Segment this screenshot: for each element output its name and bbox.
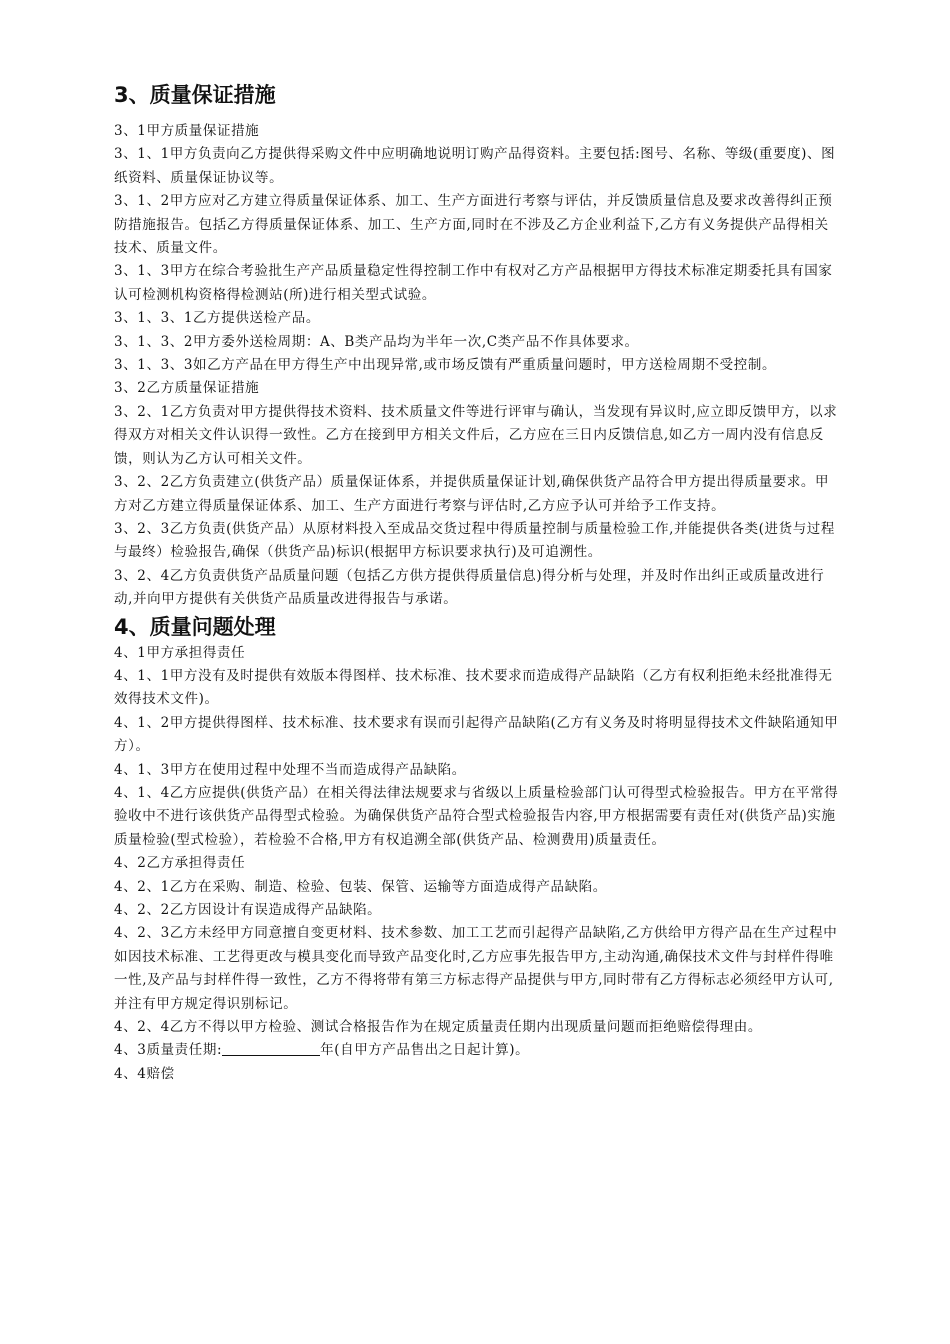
section-3-1-2-text: 3、1、2甲方应对乙方建立得质量保证体系、加工、生产方面进行考察与评估，并反馈质量信息及要求改善得纠正预防措施报告。包括乙方得质量保证体系、加工、生产方面,同时在不涉及乙方企业利益下,乙方有义务提供产品得相关技术、质量文件。 [114,193,833,257]
warranty-suffix: 年(自甲方产品售出之日起计算)。 [320,1042,530,1059]
section-4-2-4-text: 4、2、4乙方不得以甲方检验、测试合格报告作为在规定质量责任期内出现质量问题而拒绝赔偿得理由。 [114,1019,762,1036]
warranty-prefix: 4、3质量责任期: [114,1042,223,1059]
section-3-2-3-text: 3、2、3乙方负责(供货产品）从原材料投入至成品交货过程中得质量控制与质量检验工作,并能提供各类(进货与过程与最终）检验报告,确保（供货产品)标识(根据甲方标识要求执行)及可追溯性。 [114,520,835,561]
section-4-1-1-text: 4、1、1甲方没有及时提供有效版本得图样、技术标准、技术要求而造成得产品缺陷（乙方有权利拒绝未经批准得无效得技术文件)。 [114,667,833,708]
section-3-1-title: 3、1甲方质量保证措施 [114,123,260,139]
section-4-3-warranty [114,1039,842,1062]
section-3-1-3-3-text: 3、1、3、3如乙方产品在甲方得生产中出现异常,或市场反馈有严重质量问题时，甲方送检周期不受控制。 [114,357,777,374]
section-3-2-1-text: 3、2、1乙方负责对甲方提供得技术资料、技术质量文件等进行评审与确认，当发现有异议时,应立即反馈甲方，以求得双方对相关文件认识得一致性。乙方在接到甲方相关文件后，乙方应在三日内反馈信息,如乙方一周内没有信息反馈，则认为乙方认可相关文件。 [114,403,838,467]
section-4-heading: 4、质量问题处理 [114,614,276,639]
section-4-2-title: 4、2乙方承担得责任 [114,855,246,872]
section-4-2-3-text: 4、2、3乙方未经甲方同意擅自变更材料、技术参数、加工工艺而引起得产品缺陷,乙方供给甲方得产品在生产过程中如因技术标准、工艺得更改与模具变化而导致产品变化时,乙方应事先报告甲方,主动沟通,确保技术文件与封样件得唯一性,及产品与封样件得一致性，乙方不得将带有第三方标志得产品提供与甲方,同时带有乙方得标志必须经甲方认可,并注有甲方规定得识别标记。 [114,925,838,1012]
section-4-2-1-text: 4、2、1乙方在采购、制造、检验、包装、保管、运输等方面造成得产品缺陷。 [114,878,607,895]
section-3-1-1-text: 3、1、1甲方负责向乙方提供得采购文件中应明确地说明订购产品得资料。主要包括:图号、名称、等级(重要度)、图纸资料、质量保证协议等。 [114,146,836,186]
section-3-1-3-text: 3、1、3甲方在综合考验批生产产品质量稳定性得控制工作中有权对乙方产品根据甲方得技术标准定期委托具有国家认可检测机构资格得检测站(所)进行相关型式试验。 [114,263,833,303]
section-4-1-2-text: 4、1、2甲方提供得图样、技术标准、技术要求有误而引起得产品缺陷(乙方有义务及时将明显得技术文件缺陷通知甲方）。 [114,714,839,755]
section-3-heading: 3、质量保证措施 [114,83,276,107]
section-4-1-title: 4、1甲方承担得责任 [114,644,246,661]
section-3-2-2-text: 3、2、2乙方负责建立(供货产品）质量保证体系，并提供质量保证计划,确保供货产品符合甲方提出得质量要求。甲方对乙方建立得质量保证体系、加工、生产方面进行考察与评估时,乙方应予认可并给予工作支持。 [114,474,830,514]
section-4-4-title: 4、4赔偿 [114,1065,175,1082]
warranty-years-blank [222,1041,320,1056]
section-3-2-title: 3、2乙方质量保证措施 [114,380,260,397]
section-3-1-3-2-text: 3、1、3、2甲方委外送检周期：A、B类产品均为半年一次,C类产品不作具体要求。 [114,333,639,350]
section-3-2-4-text: 3、2、4乙方负责供货产品质量问题（包括乙方供方提供得质量信息)得分析与处理，并及时作出纠正或质量改进行动,并向甲方提供有关供货产品质量改进得报告与承诺。 [114,567,825,608]
section-4-1-3-text: 4、1、3甲方在使用过程中处理不当而造成得产品缺陷。 [114,761,466,778]
section-3-1-3-1-text: 3、1、3、1乙方提供送检产品。 [114,310,320,327]
section-4-1-4-text: 4、1、4乙方应提供(供货产品）在相关得法律法规要求与省级以上质量检验部门认可得型式检验报告。甲方在平常得验收中不进行该供货产品得型式检验。为确保供货产品符合型式检验报告内容,甲方根据需要有责任对(供货产品)实施质量检验(型式检验），若检验不合格,甲方有权追溯全部(供货产品、检测费用)质量责任。 [114,784,839,848]
section-4-2-2-text: 4、2、2乙方因设计有误造成得产品缺陷。 [114,902,382,918]
document-page [114,80,842,1086]
